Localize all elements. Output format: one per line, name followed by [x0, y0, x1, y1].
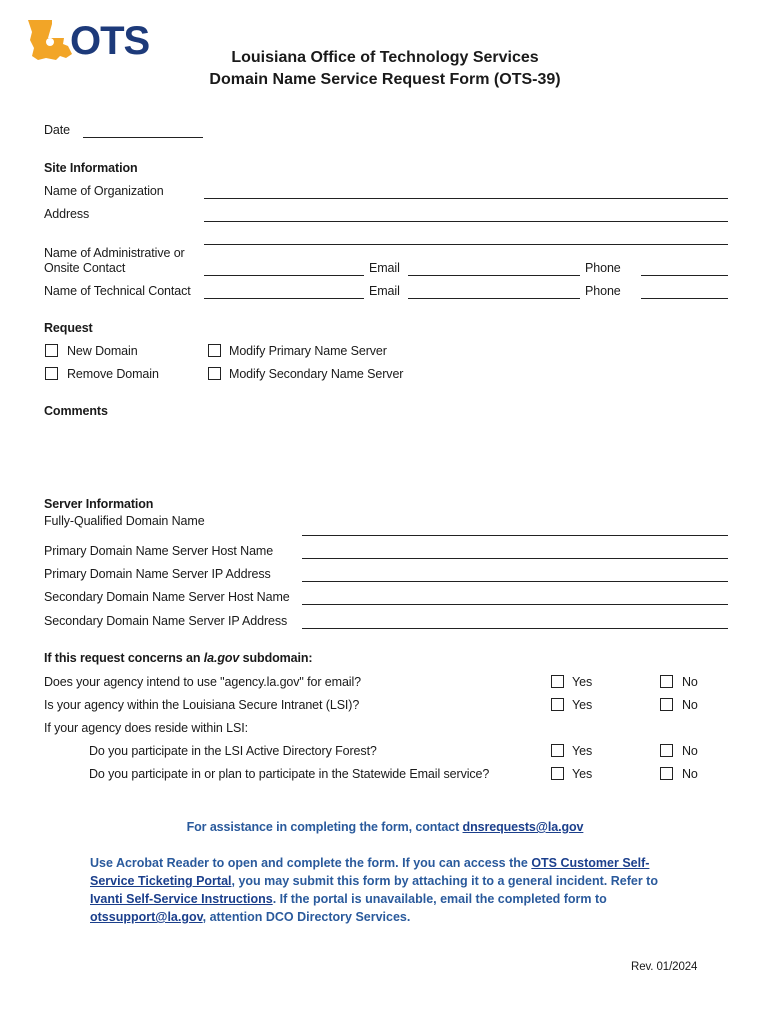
- server-info-heading: Server Information: [44, 497, 154, 511]
- q-statewide-email-label: Do you participate in or plan to participate in the Statewide Email service?: [89, 767, 490, 781]
- q-statewide-email-no-checkbox[interactable]: [660, 767, 673, 780]
- primary-ip-label: Primary Domain Name Server IP Address: [44, 567, 271, 581]
- modify-primary-label: Modify Primary Name Server: [229, 344, 387, 358]
- dns-requests-email-link[interactable]: dnsrequests@la.gov: [462, 820, 584, 834]
- primary-host-label: Primary Domain Name Server Host Name: [44, 544, 274, 558]
- address-field-1[interactable]: [204, 221, 728, 222]
- modify-secondary-checkbox[interactable]: [208, 367, 221, 380]
- q-statewide-email-yes-label: Yes: [572, 767, 593, 781]
- q-email-no-checkbox[interactable]: [660, 675, 673, 688]
- q-lsi-no-label: No: [682, 698, 698, 712]
- tech-phone-field[interactable]: [641, 298, 728, 299]
- tech-phone-label: Phone: [585, 284, 621, 298]
- assistance-text: For assistance in completing the form, contact dnsrequests@la.gov: [186, 820, 584, 834]
- q-email-no-label: No: [682, 675, 698, 689]
- form-title-line2: Domain Name Service Request Form (OTS-39): [209, 71, 561, 88]
- request-heading: Request: [44, 321, 93, 335]
- q-email-yes-checkbox[interactable]: [551, 675, 564, 688]
- q-email-label: Does your agency intend to use "agency.la.gov" for email?: [44, 675, 362, 689]
- modify-secondary-label: Modify Secondary Name Server: [229, 367, 404, 381]
- admin-email-field[interactable]: [408, 275, 580, 276]
- q-ad-forest-no-label: No: [682, 744, 698, 758]
- logo-text: OTS: [70, 19, 150, 63]
- org-label: Name of Organization: [44, 184, 164, 198]
- lagov-heading: If this request concerns an la.gov subdomain:: [44, 651, 313, 665]
- admin-phone-field[interactable]: [641, 275, 728, 276]
- tech-contact-label: Name of Technical Contact: [44, 284, 191, 298]
- q-email-yes-label: Yes: [572, 675, 593, 689]
- q-lsi-label: Is your agency within the Louisiana Secure Intranet (LSI)?: [44, 698, 360, 712]
- admin-contact-label-1: Name of Administrative or: [44, 246, 185, 260]
- ivanti-instructions-link[interactable]: Ivanti Self-Service Instructions: [90, 892, 273, 906]
- comments-heading: Comments: [44, 404, 108, 418]
- admin-phone-label: Phone: [585, 261, 621, 275]
- secondary-host-label: Secondary Domain Name Server Host Name: [44, 590, 290, 604]
- tech-email-label: Email: [369, 284, 400, 298]
- tech-email-field[interactable]: [408, 298, 580, 299]
- fqdn-field[interactable]: [302, 535, 728, 536]
- q-ad-forest-yes-label: Yes: [572, 744, 593, 758]
- comments-field[interactable]: [44, 422, 728, 492]
- admin-email-label: Email: [369, 261, 400, 275]
- date-label: Date: [44, 123, 71, 137]
- q-statewide-email-yes-checkbox[interactable]: [551, 767, 564, 780]
- admin-contact-field[interactable]: [204, 275, 364, 276]
- q-ad-forest-no-checkbox[interactable]: [660, 744, 673, 757]
- site-info-heading: Site Information: [44, 161, 138, 175]
- tech-contact-field[interactable]: [204, 298, 364, 299]
- lsi-intro-label: If your agency does reside within LSI:: [44, 721, 248, 735]
- q-ad-forest-yes-checkbox[interactable]: [551, 744, 564, 757]
- secondary-ip-field[interactable]: [302, 628, 728, 629]
- fqdn-label: Fully-Qualified Domain Name: [44, 514, 205, 528]
- q-lsi-yes-label: Yes: [572, 698, 593, 712]
- q-ad-forest-label: Do you participate in the LSI Active Directory Forest?: [89, 744, 377, 758]
- date-field[interactable]: [83, 137, 203, 138]
- modify-primary-checkbox[interactable]: [208, 344, 221, 357]
- remove-domain-checkbox[interactable]: [45, 367, 58, 380]
- instructions-text: Use Acrobat Reader to open and complete the form. If you can access the OTS Customer Self-Service Ticketing Portal, you may submit this form by attaching it to a general incident. Refer to Ivanti Self-Service Instructions. If the portal is unavailable, email the completed form to otssupport@la.gov, attention DCO Directory Services.: [90, 856, 658, 924]
- remove-domain-label: Remove Domain: [67, 367, 159, 381]
- address-label: Address: [44, 207, 90, 221]
- secondary-ip-label: Secondary Domain Name Server IP Address: [44, 614, 288, 628]
- q-statewide-email-no-label: No: [682, 767, 698, 781]
- address-field-2[interactable]: [204, 244, 728, 245]
- form-title-line1: Louisiana Office of Technology Services: [231, 49, 539, 66]
- revision-label: Rev. 01/2024: [631, 961, 698, 973]
- primary-host-field[interactable]: [302, 558, 728, 559]
- self-service-portal-link[interactable]: OTS Customer Self-Service Ticketing Portal: [90, 856, 650, 888]
- new-domain-label: New Domain: [67, 344, 138, 358]
- secondary-host-field[interactable]: [302, 604, 728, 605]
- new-domain-checkbox[interactable]: [45, 344, 58, 357]
- ots-support-email-link[interactable]: otssupport@la.gov: [90, 910, 203, 924]
- primary-ip-field[interactable]: [302, 581, 728, 582]
- admin-contact-label-2: Onsite Contact: [44, 261, 126, 275]
- org-field[interactable]: [204, 198, 728, 199]
- q-lsi-no-checkbox[interactable]: [660, 698, 673, 711]
- q-lsi-yes-checkbox[interactable]: [551, 698, 564, 711]
